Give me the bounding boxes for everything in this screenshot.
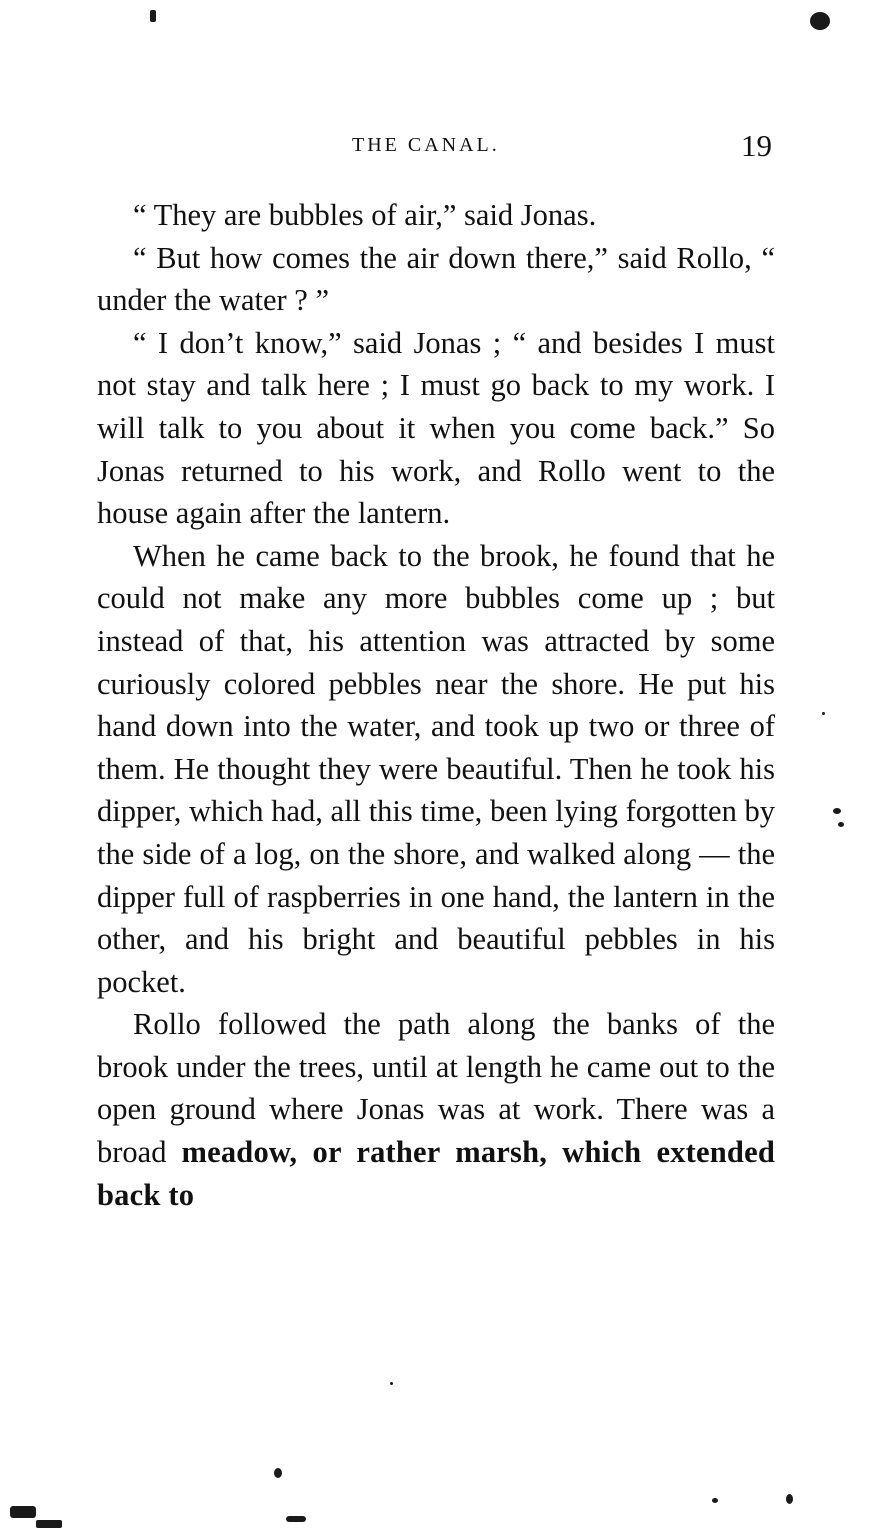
paragraph: “ They are bubbles of air,” said Jonas.	[133, 198, 597, 232]
scan-speck	[833, 808, 841, 814]
scan-speck	[786, 1494, 793, 1504]
scan-speck	[286, 1516, 306, 1522]
scan-speck	[10, 1506, 36, 1518]
scan-speck	[822, 712, 825, 715]
paragraph: “ I don’t know,” said Jonas ; “ and besides I must not stay and talk here ; I must go back to my work. I will talk to you about it when you come back.” So Jonas returned to his work, and Rollo went to the house again after the lantern.	[97, 325, 775, 531]
running-header	[0, 128, 878, 168]
running-title: THE CANAL.	[352, 134, 500, 156]
paragraph-last-bold-tail: meadow, or rather marsh, which extended back to	[97, 1135, 775, 1212]
scan-speck	[712, 1498, 718, 1503]
scan-speck	[810, 12, 830, 30]
paragraph-last-text: Rollo followed the path along the banks of the brook under the trees, until at length he came out to the open ground where Jonas was at work. There was a broad	[97, 1007, 775, 1170]
scan-speck	[36, 1520, 62, 1528]
scan-speck	[838, 822, 844, 827]
scan-speck	[274, 1468, 282, 1478]
page-number: 19	[741, 128, 772, 163]
scan-speck	[390, 1382, 393, 1385]
paragraph: When he came back to the brook, he found that he could not make any more bubbles come up ; but instead of that, his attention was attracted by some curiously colored pebbles near the shore. He put his hand down into the water, and took up two or three of them. He thought they were beautiful. Then he took his dipper, which had, all this time, been lying forgotten by the side of a log, on the shore, and walked along — the dipper full of raspberries in one hand, the lantern in the other, and his bright and beautiful pebbles in his pocket.	[97, 538, 775, 999]
page-body	[97, 194, 775, 1216]
scan-speck	[150, 10, 156, 22]
paragraph: “ But how comes the air down there,” said Rollo, “ under the water ? ”	[97, 240, 775, 318]
paragraph-last	[97, 1003, 775, 1216]
